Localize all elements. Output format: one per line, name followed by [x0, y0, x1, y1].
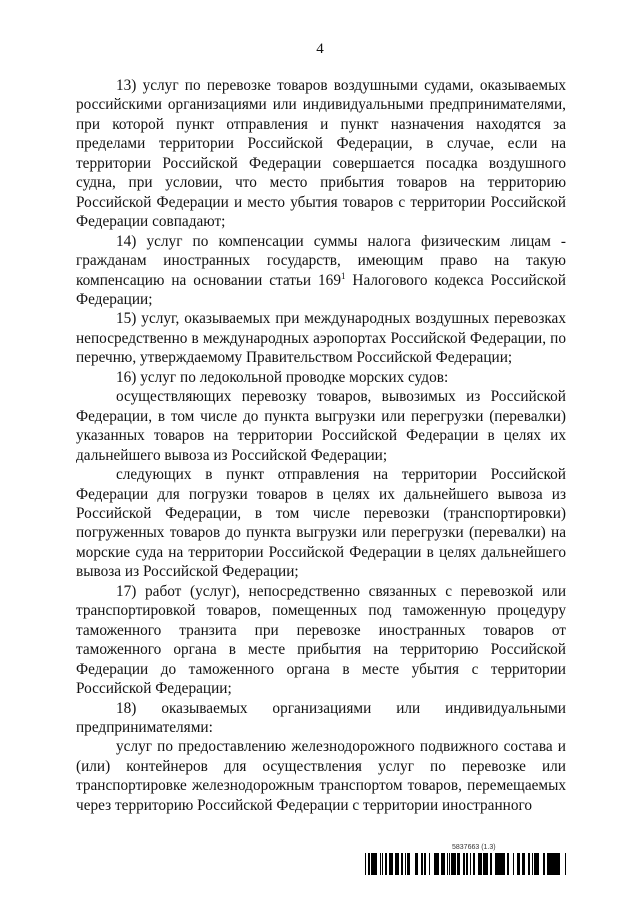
paragraph-item-16: 16) услуг по ледокольной проводке морских судов:	[116, 368, 449, 386]
paragraph-sub-railway: услуг по предоставлению железнодорожного подвижного состава и (или) контейнеров для осуществления услуг по перевозке или транспортировке железнодорожным транспортом товаров, перемещаемых через территорию Российской Федерации с территории иностранного	[76, 738, 566, 814]
paragraph-item-15: 15) услуг, оказываемых при международных воздушных перевозках непосредственно в международных аэропортах Российской Федерации, по перечню, утверждаемому Правительством Российской Федерации;	[76, 310, 566, 367]
paragraph-item-17: 17) работ (услуг), непосредственно связанных с перевозкой или транспортировкой товаров, помещенных под таможенную процедуру таможенного транзита при перевозке иностранных товаров от таможенного органа в месте прибытия на территорию Российской Федерации до таможенного органа в месте убытия с территории Российской Федерации;	[76, 582, 566, 698]
paragraph-text: Налогового кодекса Российской Федерации;	[76, 271, 566, 308]
barcode-caption: 5837663 (1.3)	[452, 844, 496, 851]
paragraph-item-14	[76, 232, 566, 310]
paragraph-item-13: 13) услуг по перевозке товаров воздушными судами, оказываемых российскими организациями или индивидуальными предпринимателями, при которой пункт отправления и пункт назначения находятся за пределами территории Российской Федерации, в случае, если на территории Российской Федерации совершается посадка воздушного судна, при условии, что место прибытия товаров на территорию Российской Федерации и место убытия товаров с территории Российской Федерации совпадают;	[76, 77, 566, 231]
page-number: 4	[316, 41, 324, 57]
paragraph-sub-loading: следующих в пункт отправления на территории Российской Федерации для погрузки товаров в целях их дальнейшего вывоза из Российской Федерации, в том числе перевозки (транспортировки) погруженных товаров до пункта выгрузки или перегрузки (перевалки) на морские суда на территории Российской Федерации в целях дальнейшего вывоза из Российской Федерации;	[76, 466, 566, 581]
barcode-icon	[363, 853, 566, 875]
document-body	[76, 76, 566, 815]
paragraph-text: 14) услуг по компенсации суммы налога физическим лицам - гражданам иностранных государств, имеющим право на такую компенсацию на основании статьи 169	[76, 232, 566, 289]
paragraph-sub-outbound: осуществляющих перевозку товаров, вывозимых из Российской Федерации, в том числе до пункта выгрузки или перегрузки (перевалки) указанных товаров на территории Российской Федерации в целях их дальнейшего вывоза из Российской Федерации;	[76, 388, 566, 464]
paragraph-item-18: 18) оказываемых организациями или индивидуальными предпринимателями:	[76, 699, 566, 736]
article-superscript: 1	[340, 270, 346, 281]
